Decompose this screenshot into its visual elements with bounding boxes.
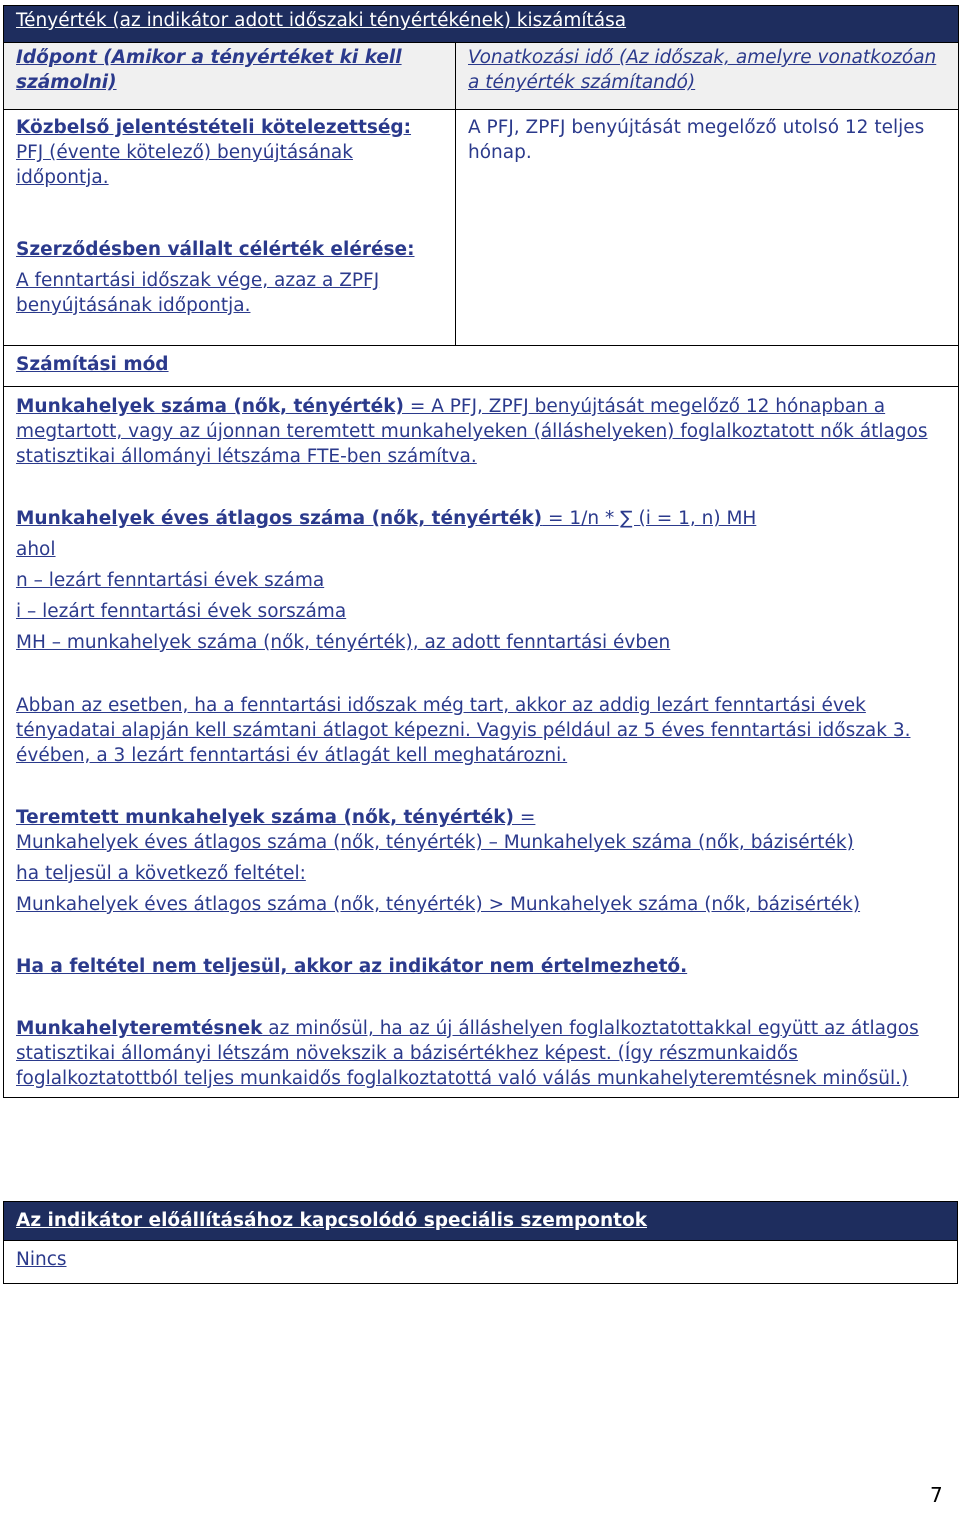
condition-label: ha teljesül a következő feltétel: <box>16 863 306 884</box>
reference-text: A PFJ, ZPFJ benyújtását megelőző utolsó 12 teljes hónap. <box>468 117 925 163</box>
target-text: A fenntartási időszak vége, azaz a ZPFJ benyújtásának időpontja. <box>16 270 380 316</box>
method-heading: Számítási mód <box>16 354 169 375</box>
n-definition: n – lezárt fenntartási évek száma <box>16 570 325 591</box>
ongoing-period-note: Abban az esetben, ha a fenntartási időszak még tart, akkor az addig lezárt fenntartási évek tényadatai alapján kell számtani átlagot képezni. Vagyis például az 5 éves fenntartási időszak 3. évében, a 3 lezárt fenntartási év átlagát kell meghatározni. <box>16 695 911 766</box>
reference-heading-cell <box>456 43 959 110</box>
special-aspects-table <box>3 1201 958 1284</box>
job-creation-definition: Munkahelyteremtésnek az minősül, ha az új álláshelyen foglalkoztatottakkal együtt az átlagos statisztikai állományi létszám növekszik a bázisértékhez képest. (Így részmunkaidős foglalkoztatottból teljes munkaidős foglalkoztatottá való válás munkahelyteremtésnek minősül.) <box>16 1018 919 1089</box>
time-heading-cell <box>4 43 456 110</box>
reference-value-cell <box>456 110 959 346</box>
time-value-cell <box>4 110 456 238</box>
target-cell <box>4 237 456 346</box>
not-applicable-note: Ha a feltétel nem teljesül, akkor az indikátor nem értelmezhető. <box>16 956 688 977</box>
page-number: 7 <box>930 1483 943 1507</box>
special-aspects-value-cell <box>4 1241 958 1284</box>
actual-value-table <box>3 5 959 1098</box>
mh-definition: MH – munkahelyek száma (nők, tényérték), az adott fenntartási évben <box>16 632 671 653</box>
special-aspects-value: Nincs <box>16 1249 67 1270</box>
i-definition: i – lezárt fenntartási évek sorszáma <box>16 601 347 622</box>
method-heading-cell <box>4 346 959 387</box>
method-body-cell <box>4 387 959 1098</box>
section-title: Tényérték (az indikátor adott időszaki tényértékének) kiszámítása <box>16 10 627 31</box>
time-bold: Közbelső jelentéstételi kötelezettség: <box>16 117 412 138</box>
created-jobs-heading: Teremtett munkahelyek száma (nők, tényérték) = <box>16 807 536 828</box>
ahol-label: ahol <box>16 539 56 560</box>
section-header <box>4 6 959 43</box>
reference-heading: Vonatkozási idő (Az időszak, amelyre vonatkozóan a tényérték számítandó) <box>468 47 937 93</box>
fte-definition: Munkahelyek száma (nők, tényérték) = A PFJ, ZPFJ benyújtását megelőző 12 hónapban a megtartott, vagy az újonnan teremtett munkahelyeken (álláshelyeken) foglalkoztatott nők átlagos statisztikai állományi létszáma FTE-ben számítva. <box>16 396 928 467</box>
special-aspects-title: Az indikátor előállításához kapcsolódó speciális szempontok <box>16 1210 648 1231</box>
annual-average-formula: Munkahelyek éves átlagos száma (nők, tényérték) = 1/n * ∑ (i = 1, n) MH <box>16 508 757 529</box>
special-aspects-header <box>4 1202 958 1241</box>
target-heading: Szerződésben vállalt célérték elérése: <box>16 239 415 260</box>
time-heading: Időpont (Amikor a tényértéket ki kell számolni) <box>16 47 402 93</box>
condition-formula: Munkahelyek éves átlagos száma (nők, tényérték) > Munkahelyek száma (nők, bázisérték) <box>16 894 861 915</box>
time-rest: PFJ (évente kötelező) benyújtásának időpontja. <box>16 142 353 188</box>
created-jobs-formula: Munkahelyek éves átlagos száma (nők, tényérték) – Munkahelyek száma (nők, bázisérték) <box>16 832 854 853</box>
